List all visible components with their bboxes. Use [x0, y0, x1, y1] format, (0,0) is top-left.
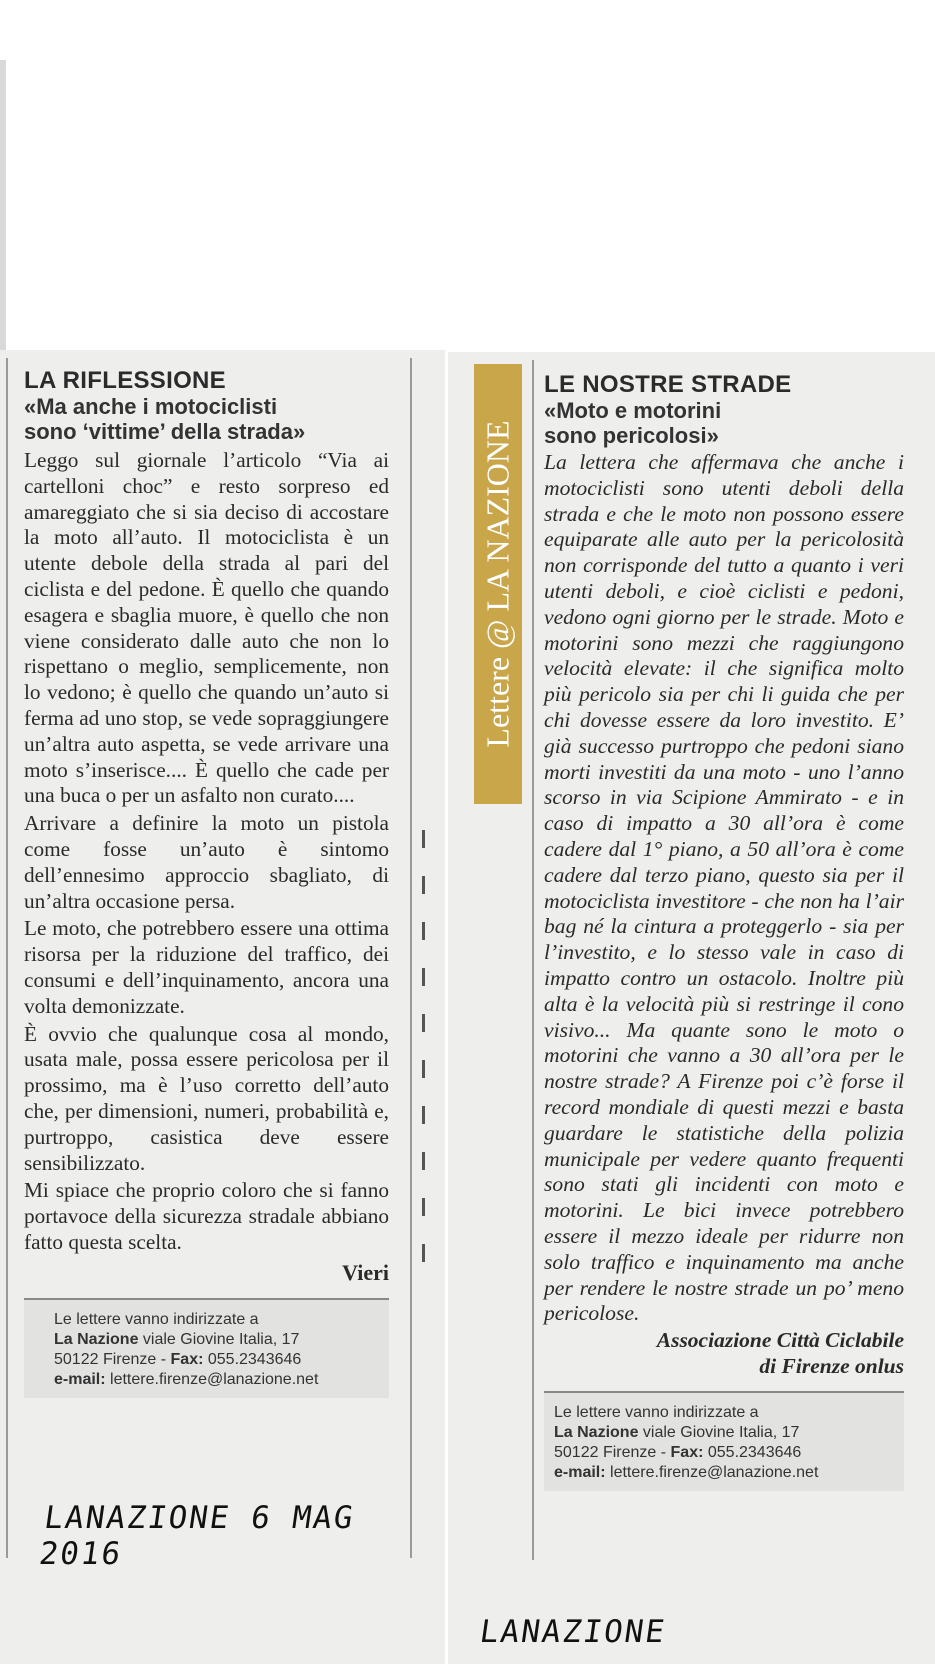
paragraph: Le moto, che potrebbero essere una ottima risorsa per la riduzione del traffico, dei consumi e dell’inquinamento, ancora una volta demonizzate.	[24, 916, 389, 1018]
right-clipping	[448, 352, 935, 1664]
address-footer	[544, 1391, 904, 1491]
paragraph: Arrivare a definire la moto un pistola come fosse un’auto è sintomo dell’ennesimo approccio sbagliato, di un’altra occasione persa.	[24, 811, 389, 913]
email-address: lettere.firenze@lanazione.net	[605, 1464, 819, 1482]
handwritten-note: LANAZIONE 6 MAG 2016	[36, 1500, 358, 1572]
signature: Vieri	[342, 1259, 389, 1285]
clipping-stub-marks	[418, 820, 432, 1520]
section-tag	[474, 364, 522, 804]
kicker: LA RIFLESSIONE	[24, 367, 226, 394]
email-label: e-mail:	[54, 1370, 106, 1388]
email-address: lettere.firenze@lanazione.net	[105, 1370, 319, 1388]
address-footer	[24, 1298, 389, 1398]
headline: «Moto e motorini sono pericolosi»	[544, 398, 722, 448]
paper-name: La Nazione	[54, 1330, 139, 1348]
blank-area	[0, 0, 935, 350]
city: 50122 Firenze -	[554, 1444, 671, 1462]
column-rule-right	[410, 358, 412, 1558]
right-letter	[544, 372, 904, 1491]
letter-body: La lettera che affermava che anche i motociclisti sono utenti deboli della strada e che le moto non possono essere equiparate alle auto per la pericolosità non corrisponde del tutto a quanto i veri utenti deboli, e cioè ciclisti e pedoni, vedono ogni giorno per le strade. Moto e motorini sono mezzi che raggiungono velocità elevate: il che significa molto più pericolo sia per chi li guida che per chi dovesse essere da loro investito. E’ già successo purtroppo che pedoni siano morti investiti da una moto - uno l’anno scorso in via Scipione Ammirato - e in caso di impatto a 30 all’ora è come cadere dal 1° piano, a 50 all’ora è come cadere dal terzo piano, questo sia per il motociclista investitore - che non ha l’air bag né la cintura a proteggerlo - sia per l’investito, e lo stesso vale in caso di impatto contro un ostacolo. Inoltre più alta è la velocità più si restringe il cono visivo... Ma quante sono le moto o motorini che vanno a 30 all’ora per le nostre strade? A Firenze poi c’è forse il record mondiale di questi mezzi e basta guardare le statistiche della polizia municipale per vedere quanto frequenti sono stati gli incidenti con moto e motorini. Le bici invece potrebbero essere il mezzo ideale per ridurre non solo traffico e inquinamento ma anche per rendere le nostre strade un po’ meno pericolose.	[544, 450, 904, 1326]
address: viale Giovine Italia, 17	[138, 1330, 300, 1348]
footer-line: Le lettere vanno indirizzate a	[554, 1404, 759, 1422]
scan-edge	[0, 60, 6, 350]
fax-label: Fax:	[670, 1444, 704, 1462]
paragraph: È ovvio che qualunque cosa al mondo, usata male, possa essere pericolosa per il prossimo, ma è l’uso corretto dell’auto che, per dimensioni, numeri, probabilità e, purtroppo, casistica deve essere sensibilizzato.	[24, 1021, 389, 1175]
email-label: e-mail:	[554, 1464, 606, 1482]
city: 50122 Firenze -	[54, 1350, 171, 1368]
fax-label: Fax:	[170, 1350, 204, 1368]
kicker: LE NOSTRE STRADE	[544, 371, 792, 398]
headline: «Ma anche i motociclisti sono ‘vittime’ della strada»	[24, 394, 306, 444]
paper-name: La Nazione	[554, 1424, 639, 1442]
column-rule-left	[6, 358, 8, 1558]
left-clipping	[0, 350, 445, 1664]
address: viale Giovine Italia, 17	[638, 1424, 800, 1442]
column-rule	[532, 360, 534, 1560]
fax-number: 055.2343646	[203, 1350, 302, 1368]
paragraph: Mi spiace che proprio coloro che si fanno portavoce della sicurezza stradale abbiano fatto questa scelta.	[24, 1178, 389, 1254]
signature: Associazione Città Ciclabile di Firenze onlus	[656, 1328, 904, 1379]
handwritten-note: LANAZIONE	[477, 1614, 669, 1650]
left-letter	[24, 368, 389, 1398]
fax-number: 055.2343646	[703, 1444, 802, 1462]
paragraph: Leggo sul giornale l’articolo “Via ai cartelloni choc” e resto sorpreso ed amareggiato che si sia deciso di accostare la moto all’auto. Il motociclista è un utente debole della strada al pari del ciclista e del pedone. È quello che quando esagera e sbaglia muore, è quello che non viene considerato dalle auto che non lo rispettano o meglio, semplicemente, non lo vedono; è quello che quando un’auto si ferma ad uno stop, se vede sopraggiungere un’altra auto aspetta, se vede arrivare una moto s’inserisce.... È quello che cade per una buca o per un asfalto non curato....	[24, 448, 389, 808]
footer-line: Le lettere vanno indirizzate a	[54, 1310, 259, 1328]
section-tag-label: Lettere @ LA NAZIONE	[479, 420, 516, 748]
